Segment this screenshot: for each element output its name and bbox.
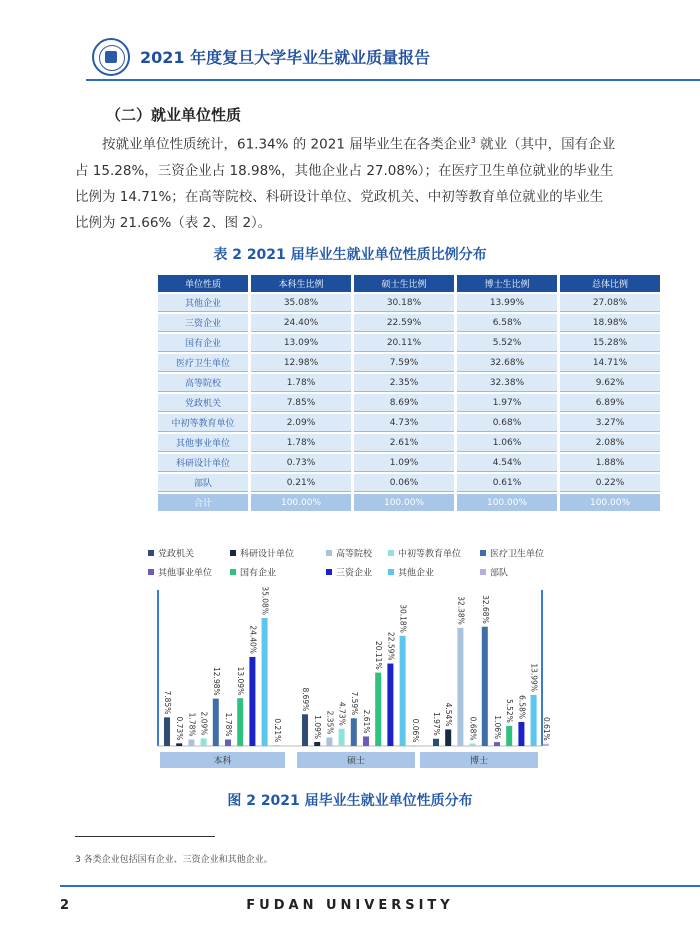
table-row <box>158 434 660 452</box>
table-cell: 0.06% <box>354 474 454 492</box>
table-cell: 100.00% <box>251 494 351 511</box>
legend-label: 其他事业单位 <box>158 568 213 579</box>
employment-bar-chart <box>140 540 560 780</box>
footnote-ref: 3 <box>470 136 476 145</box>
legend-label: 高等院校 <box>336 549 373 560</box>
bar <box>482 627 488 746</box>
table-cell: 单位性质 <box>158 275 248 292</box>
table-cell: 32.38% <box>457 374 557 392</box>
table-cell: 0.21% <box>251 474 351 492</box>
table-cell: 1.88% <box>560 454 660 472</box>
bar <box>302 714 308 746</box>
table-row <box>158 314 660 332</box>
legend-swatch <box>230 569 236 575</box>
bar <box>506 726 512 746</box>
table-cell: 7.85% <box>251 394 351 412</box>
data-label: 0.73% <box>175 716 185 741</box>
data-label: 4.54% <box>444 702 454 727</box>
bar <box>201 738 207 746</box>
figure-title: 图 2 2021 届毕业生就业单位性质分布 <box>227 793 473 809</box>
table-cell: 8.69% <box>354 394 454 412</box>
category-label: 博士 <box>469 756 489 767</box>
footer-divider <box>60 885 700 887</box>
table-cell: 科研设计单位 <box>158 454 248 472</box>
table-cell: 14.71% <box>560 354 660 372</box>
page-header <box>0 0 700 90</box>
legend-label: 医疗卫生单位 <box>490 549 545 560</box>
data-label: 2.09% <box>199 711 209 736</box>
bar <box>412 745 418 746</box>
bar <box>494 742 500 746</box>
table-cell: 32.68% <box>457 354 557 372</box>
legend-label: 国有企业 <box>240 568 277 579</box>
table-cell: 1.97% <box>457 394 557 412</box>
table-cell: 博士生比例 <box>457 275 557 292</box>
legend-swatch <box>148 550 154 556</box>
legend-label: 科研设计单位 <box>240 549 295 560</box>
paragraph-line-4: 比例为 21.66%（表 2、图 2）。 <box>75 214 272 231</box>
legend-label: 中初等教育单位 <box>398 549 462 560</box>
table-row <box>158 414 660 432</box>
bar <box>237 698 243 746</box>
data-label: 1.97% <box>432 711 441 736</box>
bar <box>188 740 194 746</box>
table-cell: 1.78% <box>251 374 351 392</box>
footnote-divider <box>75 836 215 837</box>
category-label: 硕士 <box>346 756 366 767</box>
bar <box>445 729 451 746</box>
table-row <box>158 394 660 412</box>
legend-label: 部队 <box>490 568 509 579</box>
data-label: 22.59% <box>386 631 396 661</box>
table-cell: 合计 <box>158 494 248 511</box>
table-cell: 6.58% <box>457 314 557 332</box>
table-cell: 2.08% <box>560 434 660 452</box>
table-cell: 0.68% <box>457 414 557 432</box>
table-cell: 30.18% <box>354 294 454 312</box>
table-cell: 党政机关 <box>158 394 248 412</box>
table-cell: 高等院校 <box>158 374 248 392</box>
table-cell: 硕士生比例 <box>354 275 454 292</box>
table-row <box>158 374 660 392</box>
table-cell: 15.28% <box>560 334 660 352</box>
table-cell: 0.73% <box>251 454 351 472</box>
table-cell: 其他事业单位 <box>158 434 248 452</box>
category-label: 本科 <box>213 756 232 767</box>
legend-label: 其他企业 <box>398 568 435 579</box>
table-cell: 22.59% <box>354 314 454 332</box>
legend-swatch <box>388 550 394 556</box>
bar <box>339 729 345 746</box>
table-cell: 24.40% <box>251 314 351 332</box>
table-cell: 其他企业 <box>158 294 248 312</box>
data-label: 30.18% <box>398 604 408 633</box>
paragraph-line-3: 比例为 14.71%；在高等院校、科研设计单位、党政机关、中初等教育单位就业的毕业生 <box>75 188 604 205</box>
data-label: 0.61% <box>541 716 551 741</box>
report-title: 2021 年度复旦大学毕业生就业质量报告 <box>140 48 431 67</box>
bar <box>274 745 280 746</box>
table-cell: 本科生比例 <box>251 275 351 292</box>
table-row <box>158 334 660 352</box>
university-logo-icon <box>92 38 130 76</box>
bar <box>326 737 332 746</box>
header-divider <box>86 79 700 81</box>
table-cell: 9.62% <box>560 374 660 392</box>
bar <box>470 744 476 746</box>
legend-swatch <box>326 550 332 556</box>
table-cell: 1.06% <box>457 434 557 452</box>
bar <box>225 740 231 746</box>
bar <box>400 636 406 746</box>
bar <box>351 718 357 746</box>
section-paragraph <box>75 128 635 236</box>
data-label: 0.06% <box>410 718 420 743</box>
data-label: 12.98% <box>211 667 221 696</box>
data-label: 8.69% <box>301 687 310 712</box>
data-label: 1.06% <box>493 715 502 740</box>
bar <box>176 743 182 746</box>
data-label: 1.09% <box>313 715 323 740</box>
table-cell: 0.61% <box>457 474 557 492</box>
legend-swatch <box>148 569 154 575</box>
data-label: 32.38% <box>456 596 466 625</box>
table-cell: 5.52% <box>457 334 557 352</box>
bar <box>363 736 369 746</box>
bar <box>433 739 439 746</box>
table-cell: 2.35% <box>354 374 454 392</box>
data-label: 6.58% <box>517 695 527 719</box>
legend-label: 党政机关 <box>158 549 195 560</box>
page-number: 2 <box>60 898 70 913</box>
table-cell: 7.59% <box>354 354 454 372</box>
bar <box>531 695 537 746</box>
table-cell: 3.27% <box>560 414 660 432</box>
bar <box>543 744 549 746</box>
table-cell: 医疗卫生单位 <box>158 354 248 372</box>
university-name: FUDAN UNIVERSITY <box>246 898 454 913</box>
table-cell: 2.09% <box>251 414 351 432</box>
data-label: 7.85% <box>163 690 172 715</box>
table-cell: 部队 <box>158 474 248 492</box>
legend-swatch <box>388 569 394 575</box>
section-title: （二）就业单位性质 <box>106 106 242 124</box>
table-cell: 20.11% <box>354 334 454 352</box>
legend-label: 三资企业 <box>336 568 373 579</box>
table-cell: 13.09% <box>251 334 351 352</box>
table-cell: 6.89% <box>560 394 660 412</box>
data-label: 7.59% <box>349 691 359 716</box>
legend-swatch <box>480 550 486 556</box>
table-cell: 12.98% <box>251 354 351 372</box>
data-label: 24.40% <box>248 625 258 654</box>
table-total-row <box>158 494 660 511</box>
data-label: 0.21% <box>272 718 282 743</box>
data-label: 4.73% <box>337 701 347 726</box>
bar <box>387 664 393 746</box>
table-title: 表 2 2021 届毕业生就业单位性质比例分布 <box>213 247 487 263</box>
table-cell: 三资企业 <box>158 314 248 332</box>
data-label: 20.11% <box>374 640 384 670</box>
table-cell: 2.61% <box>354 434 454 452</box>
bar <box>314 742 320 746</box>
table-cell: 13.99% <box>457 294 557 312</box>
table-cell: 18.98% <box>560 314 660 332</box>
table-row <box>158 294 660 312</box>
data-label: 2.61% <box>362 709 371 734</box>
table-cell: 100.00% <box>457 494 557 511</box>
bar <box>164 717 170 746</box>
table-cell: 4.54% <box>457 454 557 472</box>
data-label: 5.52% <box>505 699 515 723</box>
data-label: 1.78% <box>187 712 197 737</box>
data-label: 13.99% <box>529 663 539 692</box>
data-label: 13.09% <box>236 666 246 696</box>
table-cell: 100.00% <box>354 494 454 511</box>
table-cell: 0.22% <box>560 474 660 492</box>
footnote: 3 各类企业包括国有企业、三资企业和其他企业。 <box>75 855 273 865</box>
table-cell: 国有企业 <box>158 334 248 352</box>
bar <box>262 618 268 746</box>
data-label: 35.08% <box>260 586 270 615</box>
bar <box>249 657 255 746</box>
table-row <box>158 454 660 472</box>
table-cell: 35.08% <box>251 294 351 312</box>
data-label: 32.68% <box>480 595 490 624</box>
table-cell: 1.78% <box>251 434 351 452</box>
legend-swatch <box>326 569 332 575</box>
paragraph-line-2: 占 15.28%，三资企业占 18.98%，其他企业占 27.08%）；在医疗卫生单位就业的毕业生 <box>75 162 614 179</box>
employment-table <box>155 273 663 513</box>
legend-swatch <box>230 550 236 556</box>
table-cell: 中初等教育单位 <box>158 414 248 432</box>
table-cell: 100.00% <box>560 494 660 511</box>
bar <box>457 628 463 746</box>
table-cell: 总体比例 <box>560 275 660 292</box>
table-cell: 27.08% <box>560 294 660 312</box>
table-header-row <box>158 275 660 292</box>
table-cell: 4.73% <box>354 414 454 432</box>
bar <box>518 722 524 746</box>
table-row <box>158 474 660 492</box>
bar <box>213 699 219 746</box>
data-label: 2.35% <box>325 710 335 735</box>
paragraph-line-1: 按就业单位性质统计，61.34% 的 2021 届毕业生在各类企业$^3$ 就业（其中，国有企业 <box>102 136 616 153</box>
data-label: 0.68% <box>468 716 478 741</box>
legend-swatch <box>480 569 486 575</box>
data-label: 1.78% <box>224 712 233 737</box>
table-row <box>158 354 660 372</box>
table-cell: 1.09% <box>354 454 454 472</box>
bar <box>375 673 381 746</box>
